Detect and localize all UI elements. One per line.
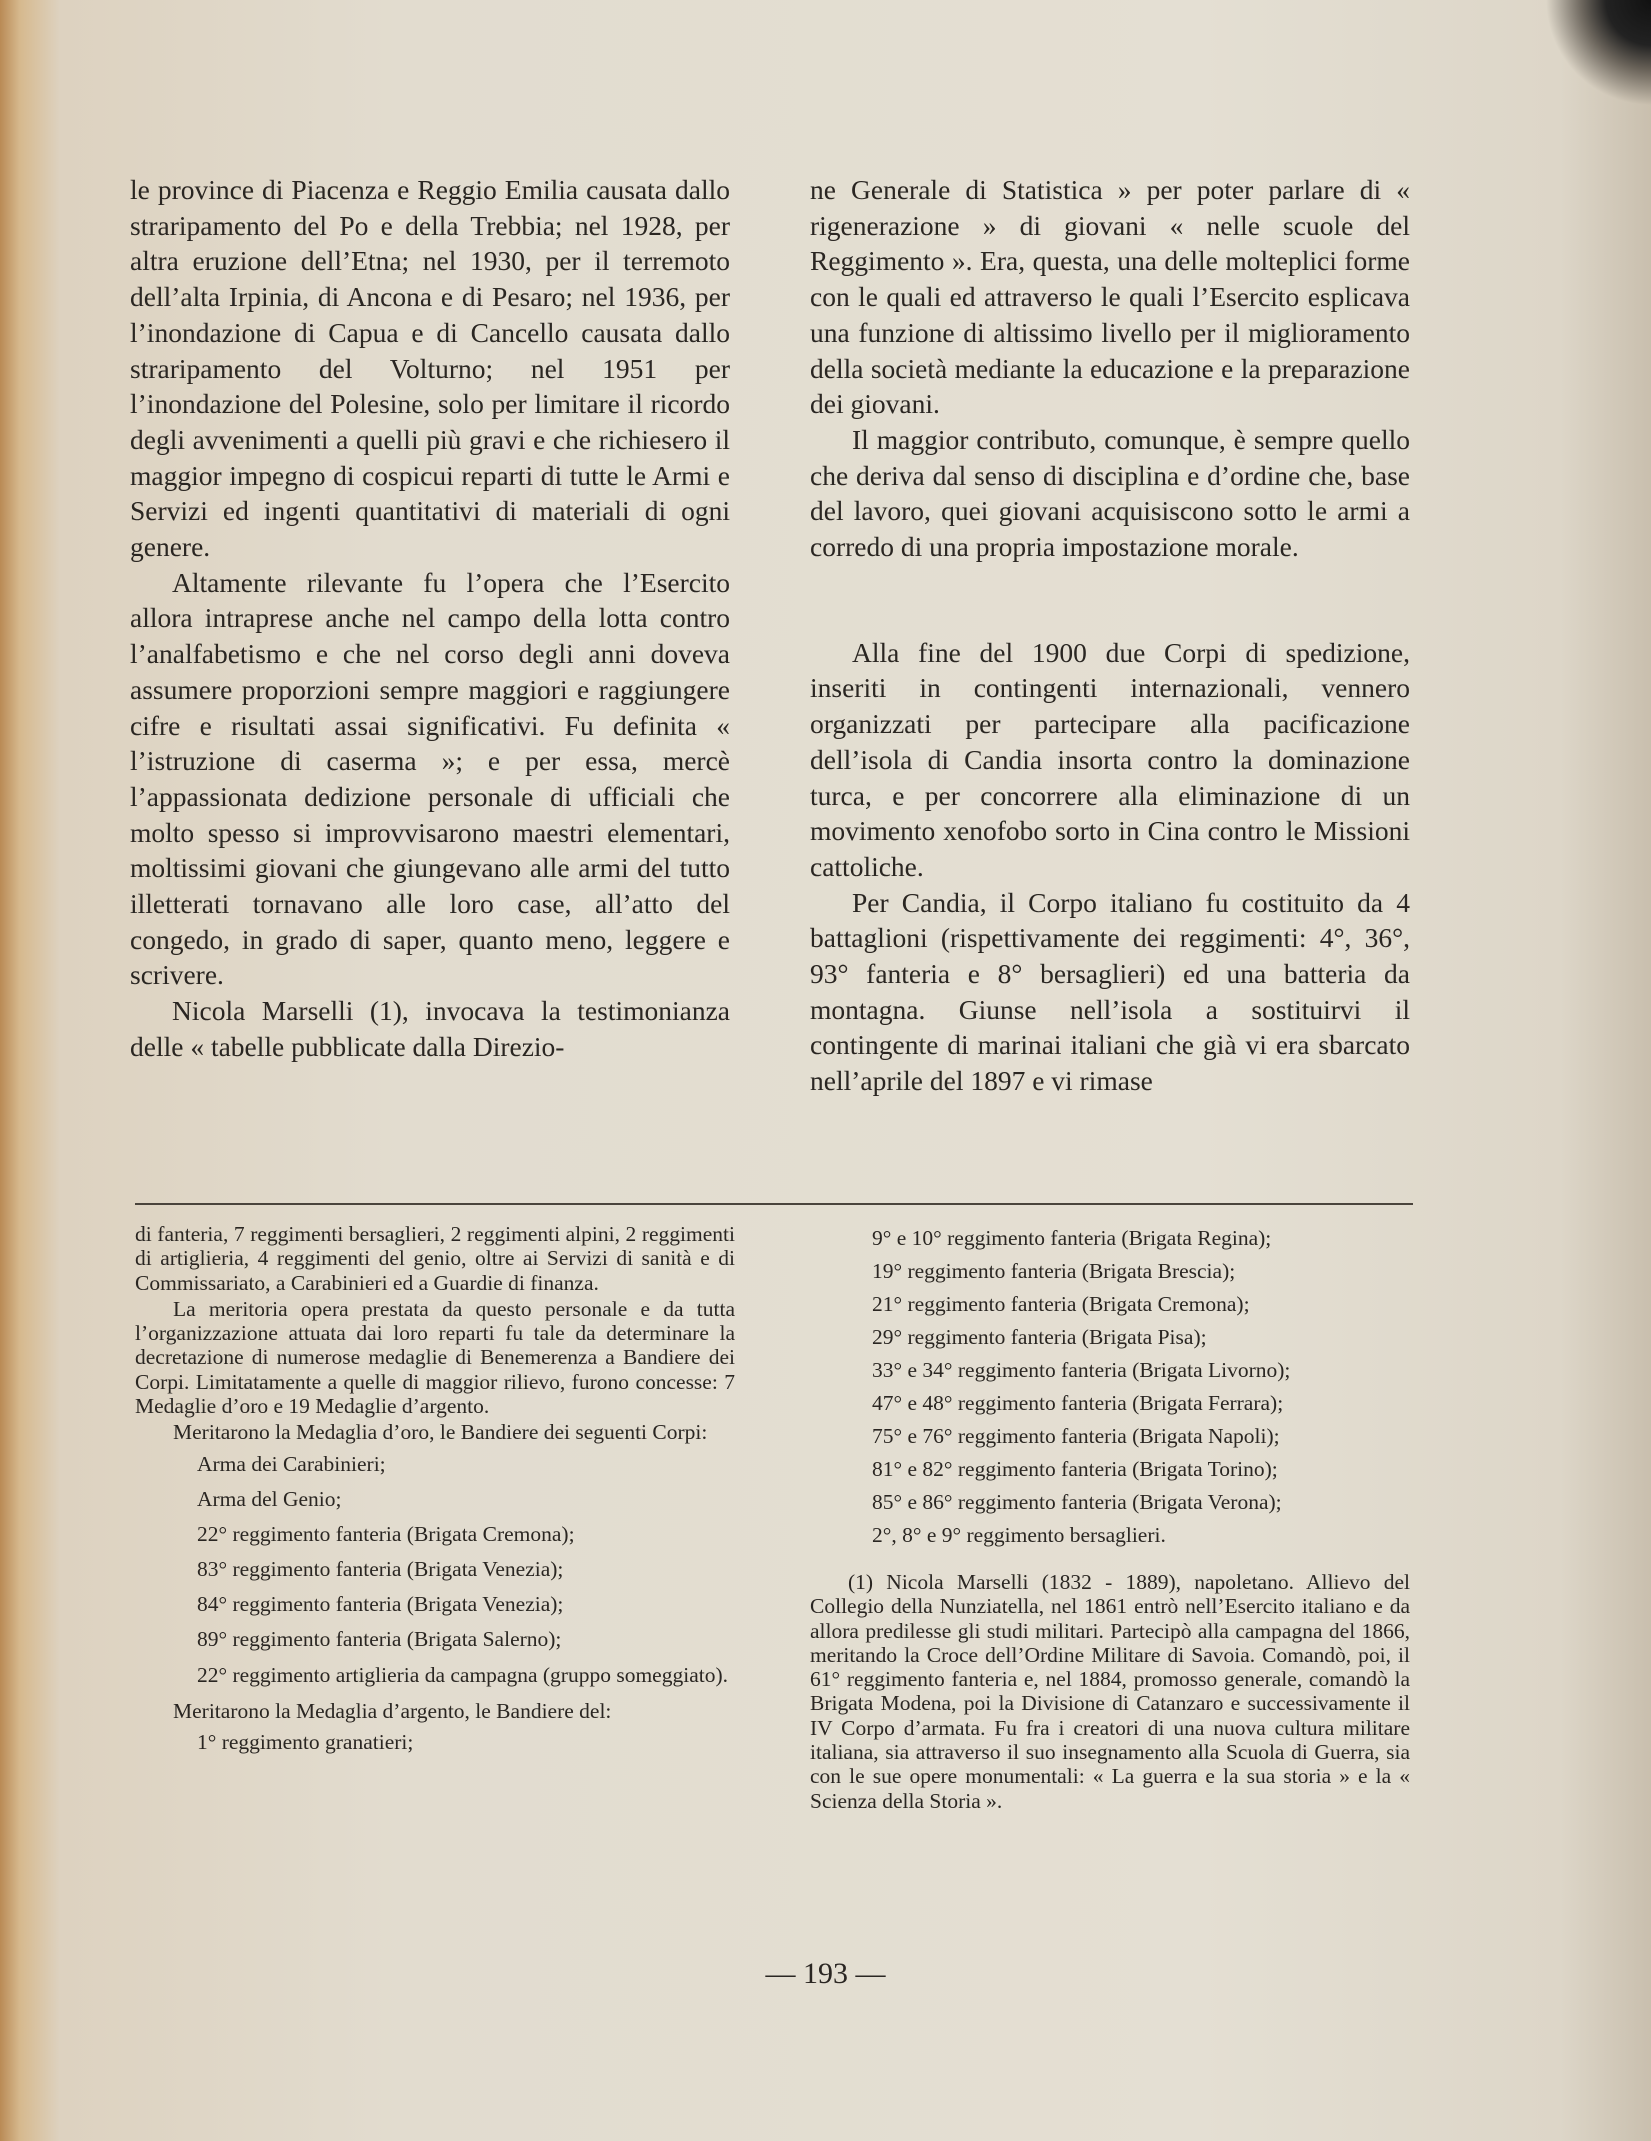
list-item: 81° e 82° reggimento fanteria (Brigata Torino); <box>872 1457 1278 1481</box>
list-item: 75° e 76° reggimento fanteria (Brigata Napoli); <box>872 1424 1280 1448</box>
paragraph: Per Candia, il Corpo italiano fu costituito da 4 battaglioni (rispettivamente dei reggimenti: 4°, 36°, 93° fanteria e 8° bersaglieri) ed una batteria da montagna. Giunse nell’isola a sostituirvi il contingente di marinai italiani che già vi era sbarcato nell’aprile del 1897 e vi rimase <box>810 886 1410 1097</box>
list-item: 85° e 86° reggimento fanteria (Brigata Verona); <box>872 1490 1282 1514</box>
footnote-marselli: (1) Nicola Marselli (1832 - 1889), napoletano. Allievo del Collegio della Nunziatella, nel 1861 entrò nell’Esercito italiano e da allora predilesse gli studi militari. Partecipò alla campagna del 1866, meritando la Croce dell’Ordine Militare di Savoia. Comandò, poi, il 61° reggimento fanteria e, nel 1884, promosso generale, comandò la Brigata Modena, poi la Divisione di Catanzaro e successivamente il IV Corpo d’armata. Fu fra i creatori di una nuova cultura militare italiana, sia attraverso il suo insegnamento alla Scuola di Guerra, sia con le sue opere monumentali: « La guerra e la sua storia » e la « Scienza della Storia ». <box>810 1570 1410 1813</box>
silver-medal-list <box>810 1222 1410 1552</box>
footnote-paragraph: Meritarono la Medaglia d’argento, le Bandiere del: <box>173 1698 612 1723</box>
gold-medal-list <box>135 1447 735 1691</box>
list-item: 9° e 10° reggimento fanteria (Brigata Regina); <box>872 1226 1272 1250</box>
footnote-rule <box>135 1203 1413 1205</box>
silver-medal-list-start <box>135 1725 735 1760</box>
list-item: 84° reggimento fanteria (Brigata Venezia); <box>197 1591 564 1616</box>
list-item: Arma dei Carabinieri; <box>197 1451 386 1476</box>
list-item: 33° e 34° reggimento fanteria (Brigata Livorno); <box>872 1358 1291 1382</box>
list-item: 89° reggimento fanteria (Brigata Salerno); <box>197 1626 562 1651</box>
section-gap <box>810 565 1410 635</box>
body-column-left <box>130 172 730 1065</box>
paragraph: Altamente rilevante fu l’opera che l’Esercito allora intraprese anche nel campo della lotta contro l’analfabetismo e che nel corso degli anni doveva assumere proporzioni sempre maggiori e raggiungere cifre e risultati assai significativi. Fu definita « l’istruzione di caserma »; e per essa, mercè l’appassionata dedizione personale di ufficiali che molto spesso si improvvisarono maestri elementari, moltissimi giovani che giungevano alle armi del tutto illetterati tornavano alle loro case, all’atto del congedo, in grado di saper, quanto meno, leggere e scrivere. <box>130 566 730 991</box>
footnote-paragraph: La meritoria opera prestata da questo personale e da tutta l’organizzazione attuata dai loro reparti fu tale da determinare la decretazione di numerose medaglie di Benemerenza a Bandiere dei Corpi. Limitatamente a quelle di maggior rilievo, furono concesse: 7 Medaglie d’oro e 19 Medaglie d’argento. <box>135 1296 735 1419</box>
footnotes-right <box>810 1222 1410 1815</box>
footnote-paragraph: di fanteria, 7 reggimenti bersaglieri, 2 reggimenti alpini, 2 reggimenti di artiglieria, 4 reggimenti del genio, oltre ai Servizi di sanità e di Commissariato, a Carabinieri ed a Guardie di finanza. <box>135 1222 735 1295</box>
list-item: 83° reggimento fanteria (Brigata Venezia); <box>197 1556 564 1581</box>
footnotes-left <box>135 1222 735 1768</box>
list-item: 47° e 48° reggimento fanteria (Brigata Ferrara); <box>872 1391 1284 1415</box>
list-item: 22° reggimento artiglieria da campagna (gruppo someggiato). <box>197 1662 728 1687</box>
list-item: 1° reggimento granatieri; <box>197 1729 414 1754</box>
body-column-right <box>810 172 1410 1099</box>
footnote-paragraph: Meritarono la Medaglia d’oro, le Bandiere dei seguenti Corpi: <box>173 1420 708 1445</box>
list-item: Arma del Genio; <box>197 1486 342 1511</box>
paragraph: Il maggior contributo, comunque, è sempre quello che deriva dal senso di disciplina e d’ordine che, base del lavoro, quei giovani acquisiscono sotto le armi a corredo di una propria impostazione morale. <box>810 423 1410 563</box>
paragraph: Nicola Marselli (1), invocava la testimonianza delle « tabelle pubblicate dalla Direzio- <box>130 995 730 1062</box>
list-item: 2°, 8° e 9° reggimento bersaglieri. <box>872 1523 1166 1547</box>
list-item: 21° reggimento fanteria (Brigata Cremona); <box>872 1292 1250 1316</box>
paragraph: Alla fine del 1900 due Corpi di spedizione, inseriti in contingenti internazionali, vennero organizzati per partecipare alla pacificazione dell’isola di Candia insorta contro la dominazione turca, e per concorrere alla eliminazione di un movimento xenofobo sorto in Cina contro le Missioni cattoliche. <box>810 636 1410 882</box>
list-item: 19° reggimento fanteria (Brigata Brescia); <box>872 1259 1236 1283</box>
page-number: — 193 — <box>765 1957 886 1990</box>
page-corner-shadow <box>1541 0 1651 110</box>
list-item: 22° reggimento fanteria (Brigata Cremona); <box>197 1521 575 1546</box>
list-item: 29° reggimento fanteria (Brigata Pisa); <box>872 1325 1207 1349</box>
paragraph: le province di Piacenza e Reggio Emilia causata dallo straripamento del Po e della Trebbia; nel 1928, per altra eruzione dell’Etna; nel 1930, per il terremoto dell’alta Irpinia, di Ancona e di Pesaro; nel 1936, per l’inondazione di Capua e di Cancello causata dallo straripamento del Volturno; nel 1951 per l’inondazione del Polesine, solo per limitare il ricordo degli avvenimenti a quelli più gravi e che richiesero il maggior impegno di cospicui reparti di tutte le Armi e Servizi ed ingenti quantitativi di materiali di ogni genere. <box>130 174 730 563</box>
paragraph: ne Generale di Statistica » per poter parlare di « rigenerazione » di giovani « nelle scuole del Reggimento ». Era, questa, una delle molteplici forme con le quali ed attraverso le quali l’Esercito esplicava una funzione di altissimo livello per il miglioramento della società mediante la educazione e la preparazione dei giovani. <box>810 174 1410 420</box>
